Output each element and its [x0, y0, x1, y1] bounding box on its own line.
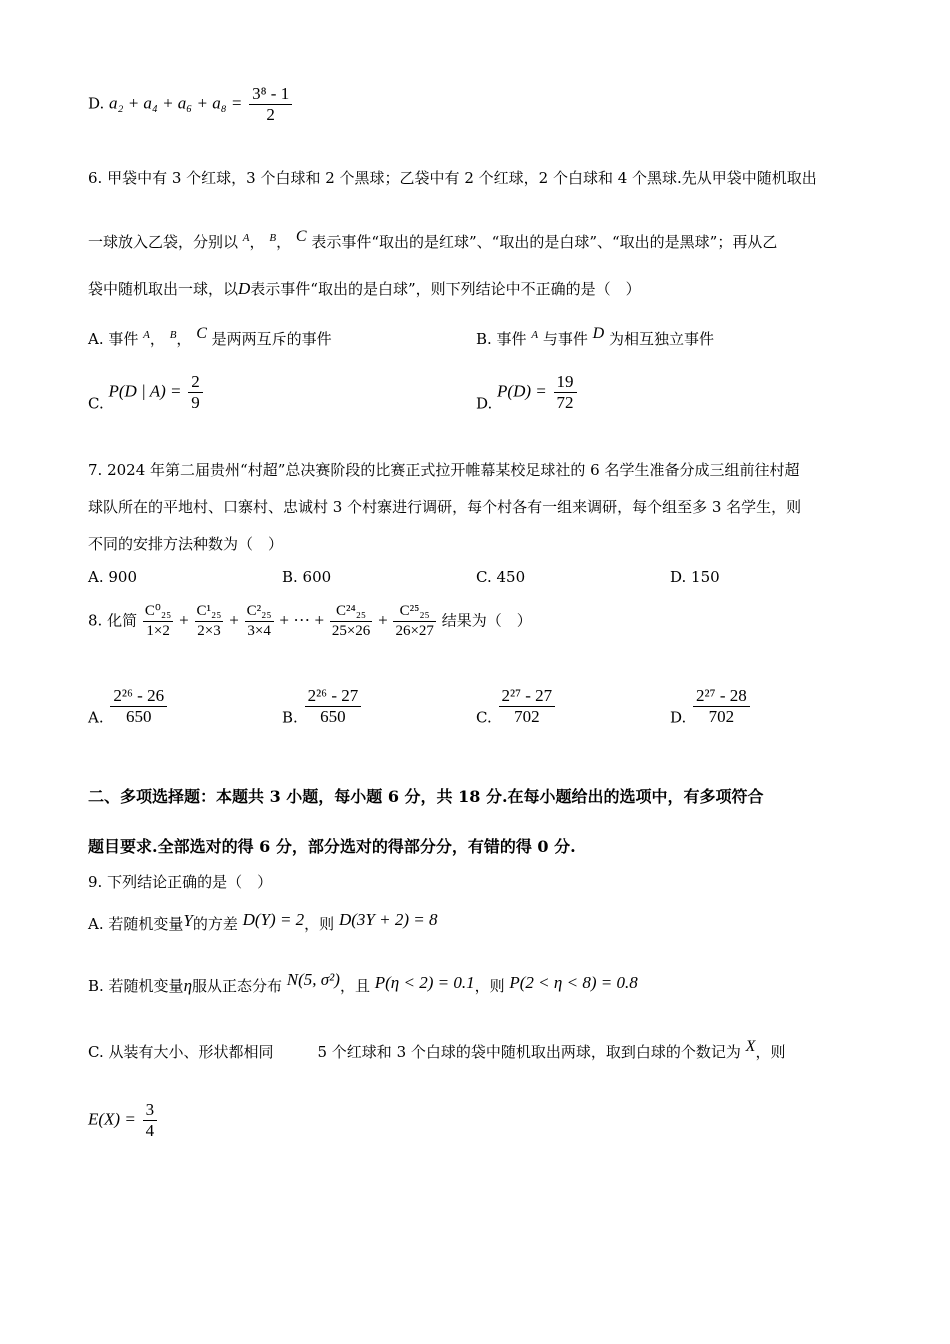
q8-d-den: 702 [708, 707, 735, 726]
q8-t4-num: C²⁴₂₅ [330, 602, 372, 622]
q6-b-text-3: 为相互独立事件 [609, 330, 715, 348]
var-eta: η [183, 976, 192, 995]
q7-option-c: C. 450 [476, 568, 526, 586]
var-a: A [242, 232, 250, 244]
q9-a-text-1: A. 若随机变量 [88, 915, 184, 933]
q8-c-fraction [499, 686, 556, 727]
var-y: Y [183, 911, 193, 930]
q9-c-e-lhs: E(X) = [88, 1109, 136, 1129]
q5-d-fraction [249, 84, 292, 125]
q8-b-label: B. [282, 708, 298, 727]
var-d: D [238, 279, 251, 298]
plus: + [179, 610, 189, 630]
q8-term-1 [143, 602, 173, 641]
q6-line-1: 6. 甲袋中有 3 个红球，3 个白球和 2 个黑球；乙袋中有 2 个红球，2 个白球和 4 个黑球.先从甲袋中随机取出 [88, 169, 817, 187]
q8-a-label: A. [88, 708, 104, 727]
q9-c-e-fraction [143, 1100, 158, 1141]
q8-b-num: 2²⁶ - 27 [305, 686, 362, 707]
var-d: D [592, 325, 605, 342]
q9-stem: 9. 下列结论正确的是（ ） [88, 873, 273, 891]
q6-c-label: C. [88, 394, 104, 413]
q8-t2-num: C¹₂₅ [195, 602, 224, 622]
q6-line-2 [88, 228, 777, 252]
q6-d-lhs: P(D) = [497, 381, 547, 401]
q8-t2-den: 2×3 [197, 623, 221, 639]
q7-line-2: 球队所在的平地村、口寨村、忠诚村 3 个村寨进行调研，每个村各有一组来调研，每个组至多 3 名学生，则 [88, 498, 802, 516]
q6-c-num: 2 [188, 372, 203, 393]
q6-b-text: B. 事件 [476, 330, 527, 348]
q8-dots: + ··· + [279, 610, 325, 630]
q9-b-text-2: 服从正态分布 [192, 977, 283, 995]
var-b: B [169, 329, 177, 341]
q7-line-1: 7. 2024 年第二届贵州“村超”总决赛阶段的比赛正式拉开帷幕某校足球社的 6 名学生准备分成三组前往村超 [88, 461, 800, 479]
var-x: X [745, 1038, 756, 1055]
var-b: B [269, 232, 277, 244]
q6-c-lhs: P(D | A) = [108, 381, 182, 401]
q6-a-text-2: 是两两互斥的事件 [211, 330, 332, 348]
q8-term-4 [330, 602, 372, 641]
q8-c-den: 702 [514, 707, 540, 726]
q6-b-text-2: 与事件 [542, 330, 588, 348]
q6-d-num: 19 [554, 372, 577, 393]
q8-option-c [476, 686, 557, 727]
q8-b-den: 650 [320, 707, 346, 726]
q8-suffix: 结果为（ ） [441, 611, 532, 630]
q9-c-text-2: 5 个红球和 3 个白球的袋中随机取出两球，取到白球的个数记为 [317, 1043, 741, 1061]
q6-d-den: 72 [556, 393, 574, 412]
q5-d-label: D. [88, 94, 105, 113]
q8-t5-num: C²⁵₂₅ [393, 602, 435, 622]
q9-b-math-2: P(η < 2) = 0.1 [374, 973, 475, 992]
q8-t1-den: 1×2 [146, 623, 170, 639]
q8-term-3 [245, 602, 274, 641]
q9-option-b [88, 970, 638, 996]
var-c: C [295, 228, 307, 245]
q8-b-fraction [305, 686, 362, 727]
q7-option-d: D. 150 [670, 568, 720, 586]
q9-a-math-2: D(3Y + 2) = 8 [338, 910, 438, 929]
q6-c-den: 9 [191, 393, 200, 412]
q5-option-d [88, 84, 294, 125]
q8-term-5 [393, 602, 435, 641]
comma: ， [249, 233, 265, 251]
q8-d-fraction [693, 686, 750, 727]
q8-term-2 [195, 602, 224, 641]
q8-a-num: 2²⁶ - 26 [110, 686, 167, 707]
q8-t4-den: 25×26 [331, 623, 371, 639]
q6-c-fraction [188, 372, 203, 413]
plus: + [229, 610, 239, 630]
q9-b-math-1: N(5, σ²) [286, 970, 340, 989]
q6-line-3-b: 表示事件“取出的是白球”，则下列结论中不正确的是（ ） [250, 280, 641, 298]
q9-a-text-3: ，则 [304, 915, 335, 933]
q8-d-num: 2²⁷ - 28 [693, 686, 750, 707]
q8-d-label: D. [670, 708, 687, 727]
q6-line-2-a: 一球放入乙袋，分别以 [88, 233, 239, 251]
q9-c-e-den: 4 [145, 1121, 155, 1140]
q8-a-den: 650 [125, 707, 152, 726]
q9-c-expectation [88, 1100, 159, 1141]
q8-c-label: C. [476, 708, 492, 727]
q6-option-c [88, 372, 205, 413]
q9-c-text-1: C. 从装有大小、形状都相同 [88, 1043, 274, 1061]
q6-d-fraction [554, 372, 577, 413]
comma: ， [176, 330, 192, 348]
q6-a-text: A. 事件 [88, 330, 139, 348]
q9-b-text-1: B. 若随机变量 [88, 977, 184, 995]
q6-option-b [476, 325, 714, 349]
q7-line-3: 不同的安排方法种数为（ ） [88, 535, 284, 553]
var-c: C [196, 325, 207, 342]
q7-option-a: A. 900 [88, 568, 137, 586]
var-a: A [531, 329, 539, 341]
q6-line-3 [88, 278, 641, 299]
q9-b-text-4: ，则 [474, 977, 505, 995]
plus: + [378, 610, 388, 630]
q8-t5-den: 26×27 [395, 623, 434, 639]
section-2-heading-line-1: 二、多项选择题：本题共 3 小题，每小题 6 分，共 18 分.在每小题给出的选项中，有多项符合 [88, 787, 764, 806]
q9-b-text-3: ，且 [339, 977, 370, 995]
q9-c-e-num: 3 [143, 1100, 158, 1121]
q9-a-text-2: 的方差 [192, 915, 238, 933]
q9-option-c [88, 1038, 785, 1062]
comma: ， [149, 330, 165, 348]
q9-c-text-3: ，则 [755, 1043, 786, 1061]
q5-d-lhs: a₂ + a₄ + a₆ + a₈ = [109, 93, 243, 113]
q6-option-d [476, 372, 579, 413]
q8-expression [88, 602, 532, 641]
q8-c-num: 2²⁷ - 27 [499, 686, 556, 707]
q8-t1-num: C⁰₂₅ [143, 602, 173, 622]
q8-option-b [282, 686, 363, 727]
q6-line-2-b: 表示事件“取出的是红球”、“取出的是白球”、“取出的是黑球”；再从乙 [311, 233, 778, 251]
comma: ， [276, 233, 292, 251]
q8-t3-num: C²₂₅ [245, 602, 274, 622]
q8-a-fraction [110, 686, 167, 727]
q9-a-math-1: D(Y) = 2 [242, 910, 305, 929]
q6-option-a [88, 325, 332, 349]
q8-option-d [670, 686, 752, 727]
q8-t3-den: 3×4 [247, 623, 271, 639]
q6-d-label: D. [476, 394, 493, 413]
q5-d-den: 2 [266, 105, 275, 124]
q7-option-b: B. 600 [282, 568, 332, 586]
section-2-heading-line-2: 题目要求.全部选对的得 6 分，部分选对的得部分分，有错的得 0 分. [88, 837, 576, 856]
q9-b-math-3: P(2 < η < 8) = 0.8 [509, 973, 638, 992]
q9-option-a [88, 910, 437, 934]
q5-d-num: 3⁸ - 1 [249, 84, 292, 105]
var-a: A [143, 329, 150, 341]
q6-line-3-a: 袋中随机取出一球，以 [88, 280, 239, 298]
q8-prefix: 8. 化简 [88, 611, 138, 630]
q8-option-a [88, 686, 169, 727]
